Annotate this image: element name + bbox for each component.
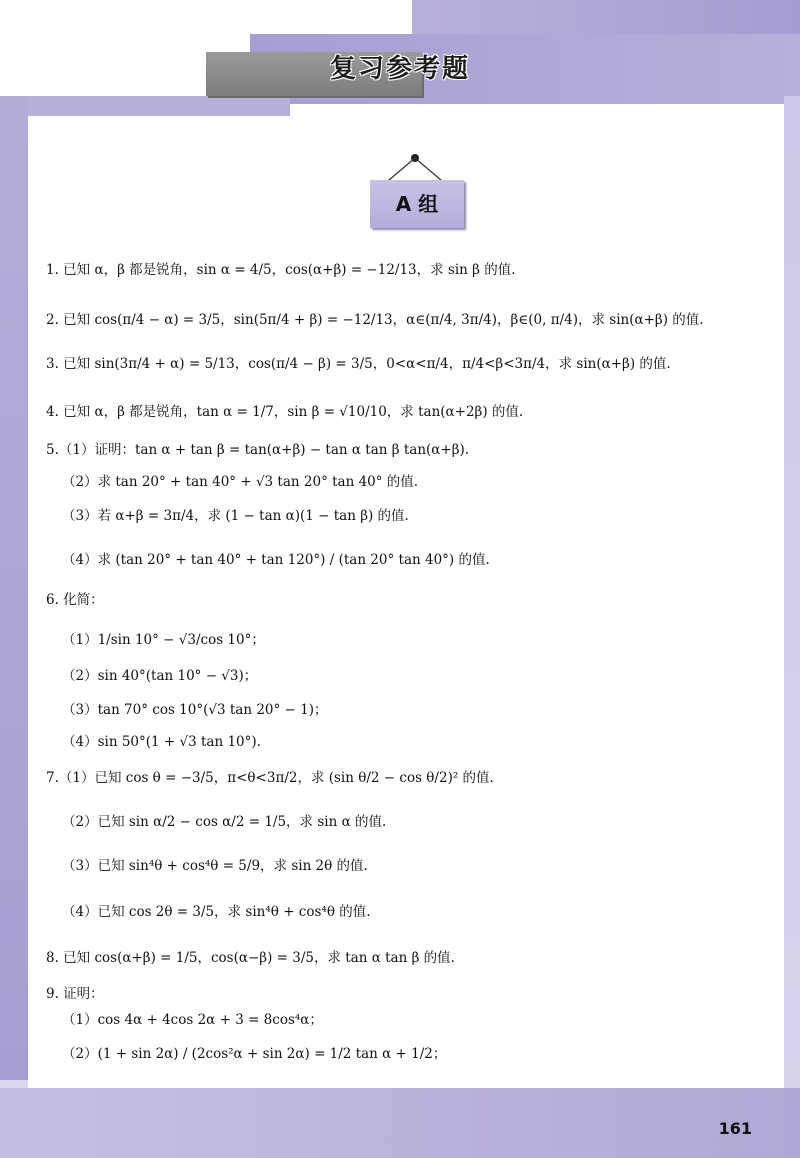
problem-5-1: 5.（1）证明：tan α + tan β = tan(α+β) − tan α tan β tan(α+β). [46, 442, 470, 458]
problem-7-3: （3）已知 sin⁴θ + cos⁴θ = 5/9，求 sin 2θ 的值. [62, 858, 368, 874]
problem-9: 9. 证明： [46, 986, 104, 1002]
problem-7-1: 7.（1）已知 cos θ = −3/5，π<θ<3π/2，求 (sin θ/2 − cos θ/2)² 的值. [46, 770, 494, 786]
section-sign: A 组 [370, 180, 464, 228]
problem-6-3: （3）tan 70° cos 10°(√3 tan 20° − 1)； [62, 702, 328, 718]
problem-3: 3. 已知 sin(3π/4 + α) = 5/13，cos(π/4 − β) = 3/5，0<α<π/4，π/4<β<3π/4，求 sin(α+β) 的值. [46, 356, 671, 372]
problem-5-4: （4）求 (tan 20° + tan 40° + tan 120°) / (tan 20° tan 40°) 的值. [62, 552, 490, 568]
problem-9-2: （2）(1 + sin 2α) / (2cos²α + sin 2α) = 1/2 tan α + 1/2； [62, 1046, 447, 1062]
problem-2: 2. 已知 cos(π/4 − α) = 3/5，sin(5π/4 + β) = −12/13，α∈(π/4, 3π/4)，β∈(0, π/4)，求 sin(α+β) 的值. [46, 312, 704, 328]
decorative-left-strip [0, 96, 28, 1158]
problem-8: 8. 已知 cos(α+β) = 1/5，cos(α−β) = 3/5，求 tan α tan β 的值. [46, 950, 455, 966]
problem-9-1: （1）cos 4α + 4cos 2α + 3 = 8cos⁴α； [62, 1012, 323, 1028]
problem-6-2: （2）sin 40°(tan 10° − √3)； [62, 668, 258, 684]
decorative-band-top-left [0, 96, 290, 116]
decorative-right-strip [784, 96, 800, 1096]
decorative-bottom-band [0, 1088, 800, 1158]
problem-7-2: （2）已知 sin α/2 − cos α/2 = 1/5，求 sin α 的值. [62, 814, 387, 830]
problem-4: 4. 已知 α，β 都是锐角，tan α = 1/7，sin β = √10/10，求 tan(α+2β) 的值. [46, 404, 524, 420]
problem-6-1: （1）1/sin 10° − √3/cos 10°； [62, 632, 265, 648]
problem-1: 1. 已知 α，β 都是锐角，sin α = 4/5，cos(α+β) = −12/13，求 sin β 的值. [46, 262, 516, 278]
problem-6-4: （4）sin 50°(1 + √3 tan 10°). [62, 734, 261, 750]
problem-6: 6. 化简： [46, 592, 104, 608]
problem-5-3: （3）若 α+β = 3π/4，求 (1 − tan α)(1 − tan β) 的值. [62, 508, 409, 524]
page-number: 161 [718, 1119, 752, 1138]
problem-7-4: （4）已知 cos 2θ = 3/5，求 sin⁴θ + cos⁴θ 的值. [62, 904, 371, 920]
problem-5-2: （2）求 tan 20° + tan 40° + √3 tan 20° tan 40° 的值. [62, 474, 419, 490]
page-title: 复习参考题 [330, 54, 471, 84]
